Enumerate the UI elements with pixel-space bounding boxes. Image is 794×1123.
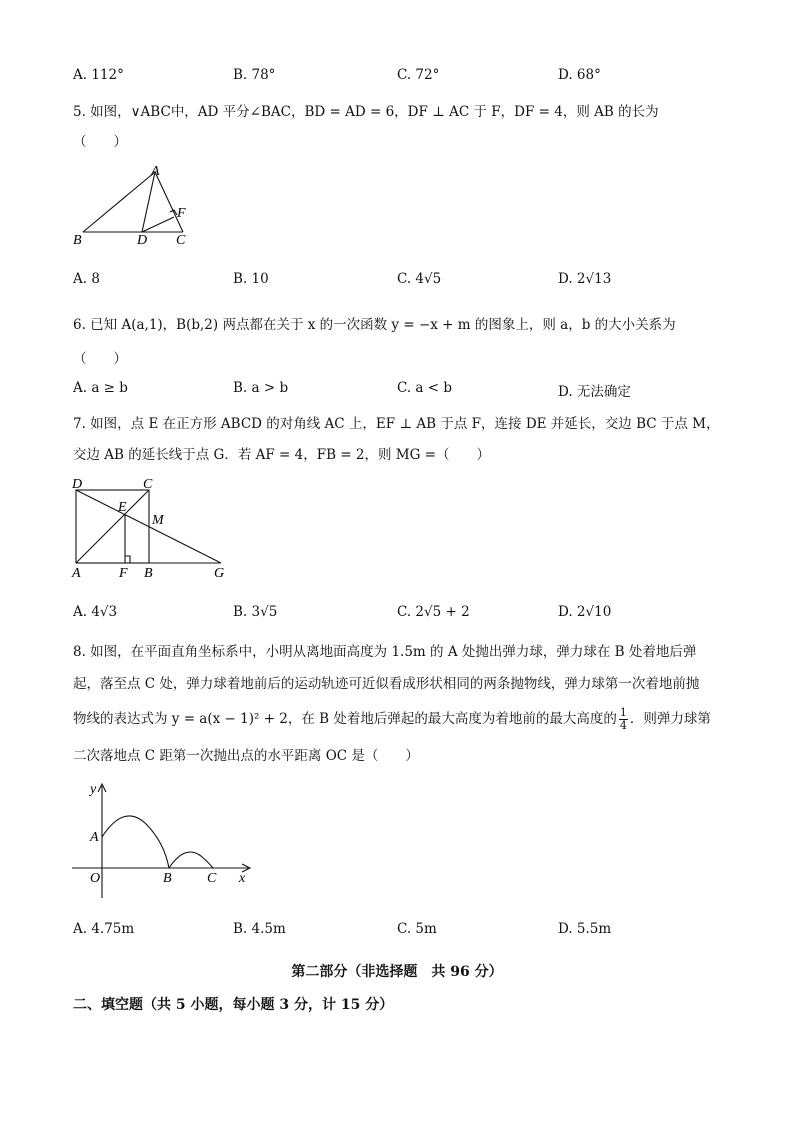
q7-stem-line2: 交边 AB 的延长线于点 G．若 AF = 4，FB = 2，则 MG =（ ）: [73, 447, 490, 463]
q5-stem: [73, 100, 659, 120]
q8-option-b: B. 4.5m: [233, 921, 286, 937]
q7-label-d: D: [72, 477, 83, 492]
q6-answer-paren: （ ）: [73, 351, 127, 367]
q7-square-figure: [68, 472, 233, 582]
q5-triangle: ∨ABC: [130, 104, 171, 120]
q8-parabola-figure: [68, 776, 258, 904]
q8-option-d: D. 5.5m: [558, 921, 612, 937]
q7-stem-line1: 7. 如图，点 E 在正方形 ABCD 的对角线 AC 上，EF ⊥ AB 于点 F，连接 DE 并延长，交边 BC 于点 M，: [73, 416, 720, 432]
q8-option-a: A. 4.75m: [73, 921, 135, 937]
section-two-heading: 二、填空题（共 5 小题，每小题 3 分，计 15 分）: [73, 997, 394, 1013]
q7-label-b: B: [144, 566, 153, 581]
q7-label-g: G: [214, 566, 225, 581]
q5-label-f: F: [177, 206, 186, 221]
q5-option-b: B. 10: [233, 271, 269, 287]
q6-stem: 6. 已知 A(a,1)，B(b,2) 两点都在关于 x 的一次函数 y = −x + m 的图象上，则 a，b 的大小关系为: [73, 317, 676, 333]
q4-option-b: B. 78°: [233, 67, 276, 83]
q7-label-e: E: [118, 500, 127, 515]
q7-option-a: A. 4√3: [73, 604, 118, 620]
q5-label-d: D: [137, 233, 148, 248]
q7-option-d: D. 2√10: [558, 604, 612, 620]
q8-label-x: x: [239, 871, 246, 886]
q5-label-c: C: [176, 233, 186, 248]
q6-option-d: D. 无法确定: [558, 384, 631, 400]
q5-label-b: B: [73, 233, 82, 248]
q6-option-c: C. a < b: [397, 380, 453, 396]
q8-fraction-numerator: 1: [619, 706, 627, 719]
q7-label-a: A: [72, 566, 81, 581]
q4-option-d: D. 68°: [558, 67, 601, 83]
q5-label-a: A: [151, 164, 160, 179]
q7-option-b: B. 3√5: [233, 604, 278, 620]
q7-label-c: C: [143, 477, 153, 492]
q7-label-f: F: [119, 566, 128, 581]
q5-triangle-figure: [70, 160, 200, 250]
q8-stem-line3: [73, 707, 711, 732]
q8-fraction: [619, 707, 628, 732]
q8-stem-line1: 8. 如图，在平面直角坐标系中，小明从离地面高度为 1.5m 的 A 处抛出弹力球，弹力球在 B 处着地后弹: [73, 644, 697, 660]
q5-option-d: D. 2√13: [558, 271, 612, 287]
q4-option-c: C. 72°: [397, 67, 440, 83]
part-two-title: 第二部分（非选择题 共 96 分）: [291, 964, 503, 980]
q8-option-c: C. 5m: [397, 921, 437, 937]
q8-stem-line4: 二次落地点 C 距第一次抛出点的水平距离 OC 是（ ）: [73, 748, 419, 764]
q8-label-y: y: [90, 782, 97, 797]
q8-label-o: O: [90, 871, 101, 886]
q8-label-a: A: [90, 830, 99, 845]
q8-label-b: B: [163, 871, 172, 886]
q5-answer-paren: （ ）: [73, 134, 127, 150]
q5-stem-text: 中，AD 平分∠BAC，BD = AD = 6，DF ⊥ AC 于 F，DF = 4，则 AB 的长为: [170, 104, 659, 120]
q8-fraction-denominator: 4: [619, 719, 627, 732]
q4-option-a: A. 112°: [73, 67, 124, 83]
q8-stem-line3-a: 物线的表达式为 y = a(x − 1)² + 2，在 B 处着地后弹起的最大高度为着地前的最大高度的: [73, 711, 617, 727]
q6-option-b: B. a > b: [233, 380, 289, 396]
q8-stem-line2: 起，落至点 C 处，弹力球着地前后的运动轨迹可近似看成形状相同的两条抛物线，弹力球第一次着地前抛: [73, 676, 700, 692]
q6-option-a: A. a ≥ b: [73, 380, 128, 396]
q5-option-a: A. 8: [73, 271, 100, 287]
q8-label-c: C: [207, 871, 217, 886]
q8-stem-line3-b: ．则弹力球第: [629, 711, 711, 727]
q5-prefix: 5. 如图，: [73, 104, 131, 120]
q5-option-c: C. 4√5: [397, 271, 442, 287]
q7-option-c: C. 2√5 + 2: [397, 604, 470, 620]
q7-label-m: M: [152, 513, 164, 528]
